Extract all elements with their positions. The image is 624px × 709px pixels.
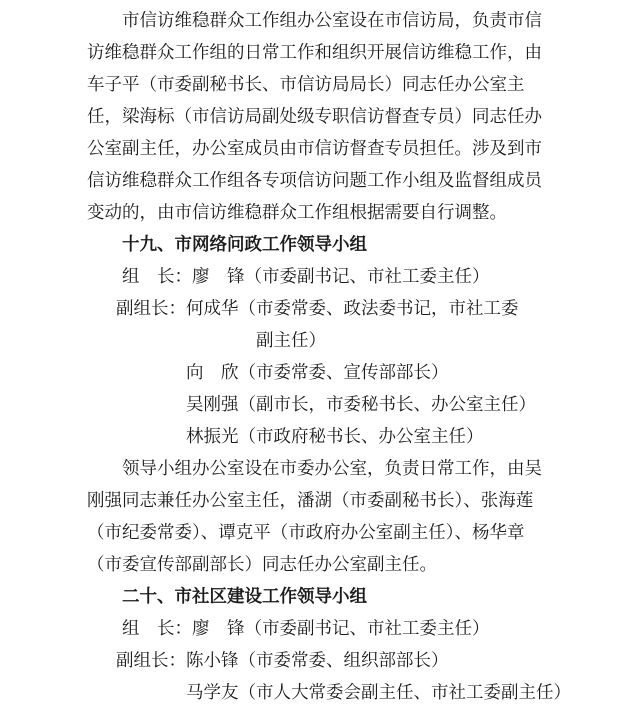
deputy-leader: 马学友（市人大常委会副主任、市社工委副主任） [186,683,571,703]
group-leader: 组 长：廖 锋（市委副书记、市社工委主任） [122,267,490,287]
deputy-leader: 副组长：陈小锋（市委常委、组织部部长） [116,651,449,671]
paragraph-line: 信访维稳群众工作组各专项信访问题工作小组及监督组成员 [87,171,542,191]
section-heading: 二十、市社区建设工作领导小组 [122,587,367,607]
deputy-leader: 副主任） [256,331,326,351]
deputy-leader: 向 欣（市委常委、宣传部部长） [186,363,449,383]
section-heading: 十九、市网络问政工作领导小组 [122,235,367,255]
paragraph-line: 市信访维稳群众工作组办公室设在市信访局，负责市信 [122,11,542,31]
paragraph-line: 公室副主任，办公室成员由市信访督查专员担任。涉及到市 [87,139,542,159]
deputy-leader: 吴刚强（副市长，市委秘书长、办公室主任） [186,395,536,415]
paragraph-line: 刚强同志兼任办公室主任，潘湖（市委副秘书长）、张海莲 [87,491,534,511]
paragraph-line: 访维稳群众工作组的日常工作和组织开展信访维稳工作，由 [87,43,542,63]
paragraph-line: （市纪委常委）、谭克平（市政府办公室副主任）、杨华章 [87,523,525,543]
paragraph-line: 领导小组办公室设在市委办公室，负责日常工作，由吴 [122,459,542,479]
paragraph-line: 车子平（市委副秘书长、市信访局局长）同志任办公室主 [87,75,525,95]
deputy-leader: 林振光（市政府秘书长、办公室主任） [186,427,484,447]
paragraph-line: 变动的，由市信访维稳群众工作组根据需要自行调整。 [87,203,507,223]
paragraph-line: 任，梁海标（市信访局副处级专职信访督查专员）同志任办 [87,107,542,127]
paragraph-line: （市委宣传部副部长）同志任办公室副主任。 [87,555,437,575]
group-leader: 组 长：廖 锋（市委副书记、市社工委主任） [122,619,490,639]
deputy-leader: 副组长：何成华（市委常委、政法委书记，市社工委 [116,299,519,319]
